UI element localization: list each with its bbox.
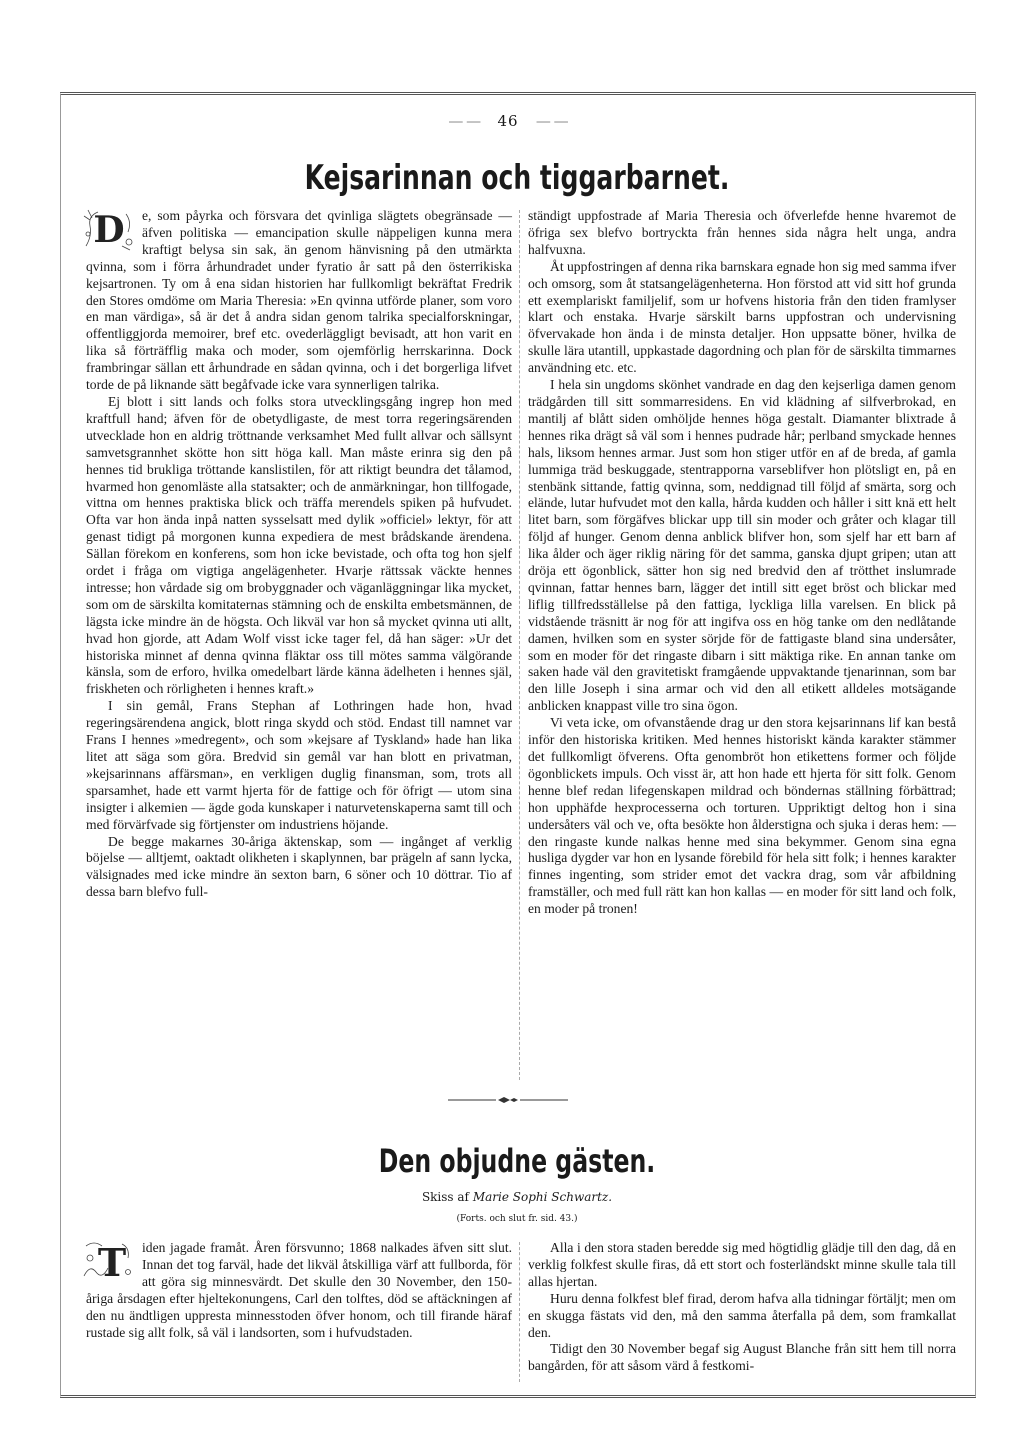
article1-paragraph: Ej blott i sitt lands och folks stora utvecklingsgång ingrep hon med kraftfull hand; äfven för de obetydligaste, de mest torra regeringsärenden utvecklade hon en aldrig tröttnande verksamhet Med fullt allvar och sällsynt samvetsgrannhet skötte hon sitt höga kall. Man måste erinra sig den på hennes tid brukliga tröttande kanslistilen, för att riktigt beundra det tålamod, hvarmed hon genomläste alla statsakter; och de anmärkningar, hon tillfogade, vittna om hennes praktiska blick och träffa merendels spiken på hufvudet. Ofta var hon ända inpå natten sysselsatt med dylik »officiel» lektyr, för att genast tidigt på morgonen kunna expediera de mest brådskande ärendena. Sällan förekom en konferens, som hon icke bevistade, och ofta tog hon sjelf ordet i fråga om vigtiga angelägenheter. Hvarje rättssak väckte hennes intresse; hon vårdade sig om brobyggnader och väganläggningar lika mycket, som om de särskilta komitaternas stämning och de enskilta embetsmännen, de lägsta icke mindre än de högsta. Och likväl var hon så mycket qvinna uti allt, hvad hon gjorde, att Adam Wolf visst icke tager fel, då han säger: »Ur det historiska minnet af denna qvinna fläktar oss till mötes samma välgörande känsla, som de erforo, hvilka omedelbart lärde känna ädelheten i hennes själ, friskheten och rörligheten i hennes kraft.»	[86, 393, 512, 697]
article1-paragraph: Åt uppfostringen af denna rika barnskara egnade hon sig med samma ifver och omsorg, som åt statsangelägenheterna. Hon förstod att vid sitt hof grunda ett exemplariskt familjelif, som ur hofvens historia från den tiden framlyser klart och enstaka. Hvarje särskilt barns uppfostran och undervisning öfvervakade hon ända i de minsta detaljer. Hon uppsatte böner, hvilka de skulle lära utantill, uppkastade dagordning och plan för de särskilta timmarnes användning etc. etc.	[528, 258, 956, 376]
section-divider-ornament-icon	[448, 1095, 568, 1105]
article1-paragraph	[86, 208, 512, 394]
article1-paragraph: Vi veta icke, om ofvanstående drag ur den stora kejsarinnans lif kan bestå inför den historiska kritiken. Med hennes historiskt kända karakter stämmer det fullkomligt öfverens. Ofta genombröt hon etikettens former och följde ögonblickets impuls. Och visst är, att hon hade ett hjerta för sitt folk. Genom henne blef redan lifegenskapen mildrad och böndernas ställning förbättrad; hon upphäfde hexprocesserna och torturen. Uppriktigt deltog hon i sina undersåters väl och ve, ofta besökte hon ålderstigna och sjuka i deras hem: — den ringaste kunde nalkas henne med sina bekymmer. Genom sina egna husliga dygder var hon en lysande förebild för hela sitt folk; i hennes karakter finnes ingenting, som strider emot det vackra drag, som vår afbildning framställer, och med full rätt kan hon kallas — en moder för sitt land och folk, en moder på tronen!	[528, 715, 956, 917]
article2-paragraph: Huru denna folkfest blef firad, derom hafva alla tidningar förtäljt; men om en skugga fästats vid den, må den samma återfalla på dem, som framkallat den.	[528, 1290, 956, 1340]
article1-paragraph: I hela sin ungdoms skönhet vandrade en dag den kejserliga damen genom trädgården till sitt sommarresidens. En vid klädning af silfverbrokad, en mantilj af blått siden omhöljde hennes höga gestalt. Diamanter blixtrade å hennes rika drägt så väl som i hennes pudrade hår; perlband smyckade hennes hals, liksom hennes armar. Just som hon stiger utför en af de breda, af gamla lummiga träd beskuggade, stentrapporna varseblifver hon plötsligt en, på en stenbänk sittande, fattig qvinna, som, neddignad till följd af smärta, sorg och elände, lutar hufvudet mot den kalla, hårda kudden och håller i sitt knä ett helt litet barn, som förgäfves blickar upp till sin moder och gråter och klagar till följd af hunger. Genom denna anblick blifver hon, som sjelf har ett barn af lika ålder och äger riklig näring för det samma, ganska djupt gripen; utan att dröja ett ögonblick, sätter hon sig ned bredvid den af trötthet inslumrade qvinnan, fattar hennes barn, lägger det intill sitt eget bröst och blickar med liflig tillfredsställelse på den fattiga, lyckliga lilla varelsen. En blick på vidstående träsnitt är nog för att ingifva oss en hög tanke om den nedlåtande damen, hvilken som en syster sörjde för de fattigaste bland sina undersåter, som en moder för det ringaste dibarn i sitt mäktiga rike. En annan tanke om saken hade väl den gravitetiskt framgående uppvaktande tjenarinnan, som bar den lille Joseph i sina armar och vid den all etikett alldeles motsägande anblicken knappast ville tro sina ögon.	[528, 377, 956, 714]
article1-paragraph: I sin gemål, Frans Stephan af Lothringen hade hon, hvad regeringsärendena angick, blott ringa skydd och stöd. Endast till namnet var Frans I hennes »medregent», och som »kejsare af Tyskland» hade han lika litet att säga som göra. Bredvid sin gemål var han blott en privatman, »kejsarinnans affärsman», en verkligen duglig finansman, som, trots all sparsamhet, hade ett varmt hjerta för de fattige och för öfrigt — utom sina insigter i alkemien — ägde goda kunskaper i naturvetenskaperna samt till och med förvärfvade sig förtjenster om industriens höjande.	[86, 698, 512, 832]
svg-text:T: T	[97, 1240, 127, 1284]
article1-paragraph: ständigt uppfostrade af Maria Theresia och öfverlefde henne hvaremot de öfriga sex blefvo bortryckta från hennes sida några helt unga, andra halfvuxna.	[528, 208, 956, 257]
article1-title: Kejsarinnan och tiggarbarnet.	[304, 158, 730, 198]
decorated-initial-d-icon	[82, 206, 136, 252]
byline-prefix: Skiss af	[421, 1190, 469, 1204]
svg-text:D: D	[93, 209, 125, 251]
column-divider	[519, 210, 520, 1080]
article2-column-left	[86, 1240, 512, 1341]
article1-column-right	[528, 208, 956, 918]
article2-title: Den objudne gästen.	[378, 1142, 656, 1180]
article2-paragraph: Alla i den stora staden beredde sig med högtidlig glädje till den dag, då en verklig folkfest skulle firas, då ett stort och fosterländskt minne skulle tala till allas hjertan.	[528, 1240, 956, 1289]
article1-col1-p1: e, som påyrka och försvara det qvinliga slägtets obegränsade — äfven politiska — emancipation skulle näppeligen kunna mera kraftigt belysa sin sak, än genom hänvisning på den utmärkta qvinna, som i förra århundradet under fyratio år satt på den österrikiska kejsartronen. Ty om å ena sidan historien har fullkomligt bekräftat Fredrik den Stores omdöme om Maria Theresia: »En qvinna utförde planer, som voro en man värdiga», så är det å andra sidan genom talrika specialforskningar, offentliggjorda memoirer, bref etc. ovederläggligt bevisadt, att hon varit en lika så förträfflig maka och moder, som ojemförlig herrskarinna. Dock frambringar sällan ett århundrade en sådan qvinna, och i det borgerliga lifvet torde de på liknande sätt begåfvade icke vara synnerligen talrika.	[86, 208, 512, 393]
page-number: — — 46 — —	[448, 112, 568, 130]
byline-author: Marie Sophi Schwartz.	[472, 1190, 613, 1204]
page-number-text: 46	[497, 112, 519, 130]
continuation-note: (Forts. och slut fr. sid. 43.)	[456, 1214, 578, 1224]
article2-paragraph: Tidigt den 30 November begaf sig August Blanche från sitt hem till norra bangården, för att såsom värd å festkomi-	[528, 1341, 956, 1374]
article1-column-left	[86, 208, 512, 901]
article1-paragraph: De begge makarnes 30-åriga äktenskap, som — ingånget af verklig böjelse — alltjemt, oaktadt olikheten i skaplynnen, bar prägeln af sann lycka, välsignades med icke mindre än sexton barn, 6 söner och 10 döttrar. Tio af dessa barn blefvo full-	[86, 833, 512, 900]
initial-d-ornament	[82, 206, 136, 252]
article2-paragraph	[86, 1240, 512, 1341]
article2-column-right	[528, 1240, 956, 1375]
column-divider	[519, 1242, 520, 1382]
article2-byline	[60, 1190, 974, 1204]
article2-col1-p1: iden jagade framåt. Åren försvunno; 1868 nalkades äfven sitt slut. Innan det tog farväl, hade det likväl åtskilliga värf att fullborda, för att göra sig minnesvärdt. Det skulle den 30 November, den 150-åriga årsdagen efter hjeltekonungens, Carl den tolftes, död se aftäckningen af den nu ändtligen uppresta minnesstoden öfver honom, och till firande häraf rustade sig allt folk, så väl i landsorten, som i hufvudstaden.	[86, 1240, 512, 1340]
decorated-initial-t-icon	[82, 1238, 136, 1284]
initial-t-ornament	[82, 1238, 136, 1284]
